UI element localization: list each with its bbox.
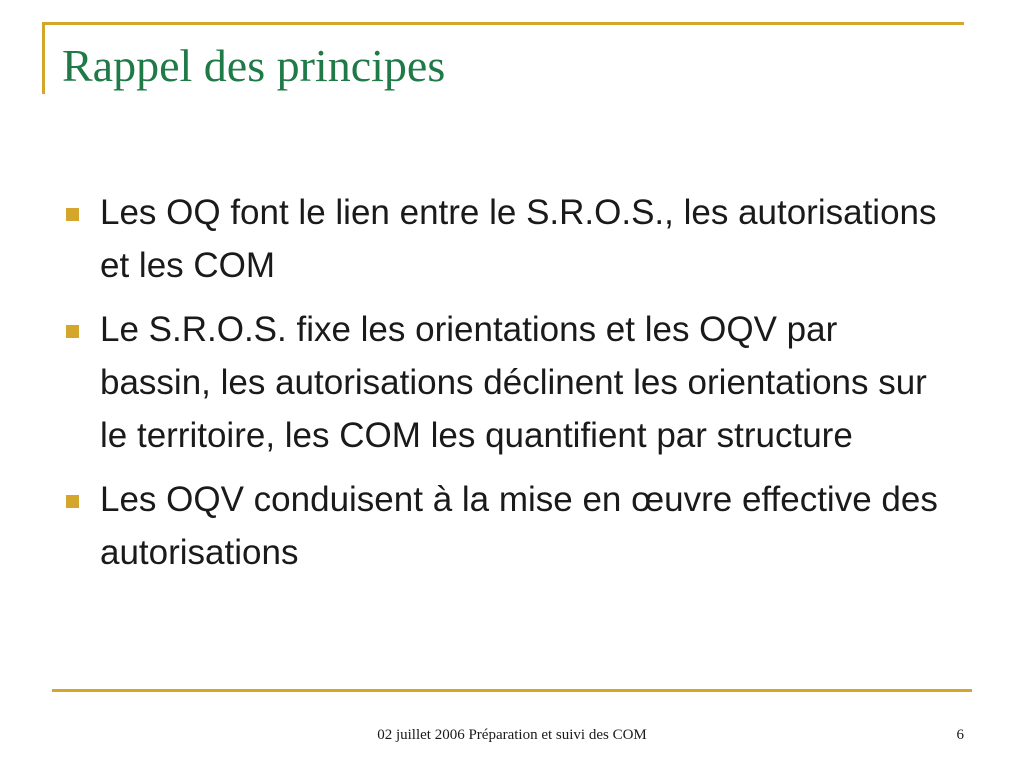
bullet-list (62, 186, 942, 590)
footer-divider (52, 689, 972, 692)
square-bullet-icon (66, 325, 79, 338)
bullet-text: Le S.R.O.S. fixe les orientations et les OQV par bassin, les autorisations déclinent les orientations sur le territoire, les COM les quantifient par structure (100, 310, 927, 455)
footer-text: 02 juillet 2006 Préparation et suivi des COM (377, 727, 647, 743)
square-bullet-icon (66, 208, 79, 221)
bullet-text: Les OQ font le lien entre le S.R.O.S., les autorisations et les COM (100, 193, 937, 285)
square-bullet-icon (66, 495, 79, 508)
bullet-item (62, 186, 942, 292)
title-frame-top-border (42, 22, 964, 25)
bullet-item (62, 473, 942, 579)
slide-number: 6 (956, 727, 964, 743)
bullet-item (62, 303, 942, 462)
title-frame-left-border (42, 22, 45, 94)
slide-title: Rappel des principes (62, 40, 446, 91)
bullet-text: Les OQV conduisent à la mise en œuvre effective des autorisations (100, 480, 938, 572)
